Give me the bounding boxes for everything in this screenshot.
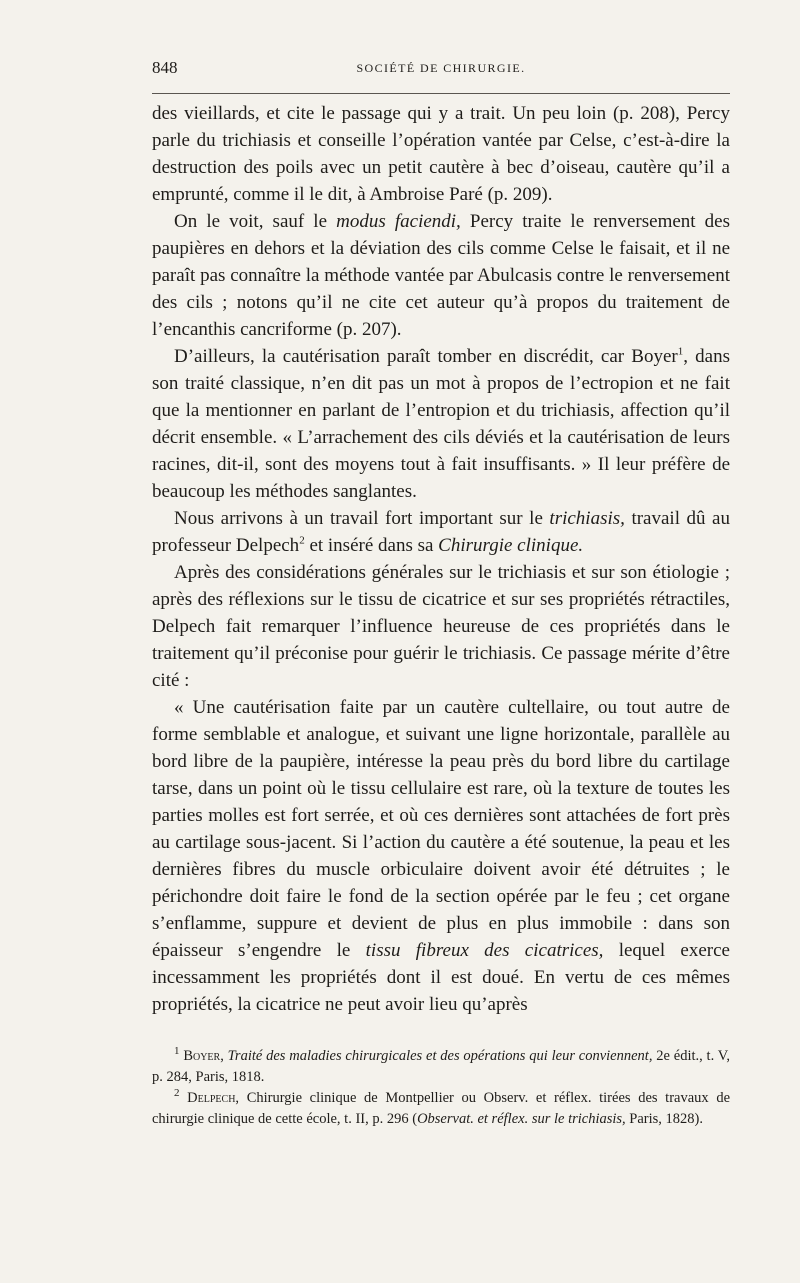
text-run: lequel exerce incessamment les propriétés dont il est doué. En vertu de ces mêmes propriétés, la cicatrice ne peut avoir lieu qu’après (152, 940, 730, 1015)
text-run: des vieillards, et cite le passage qui y a trait. Un peu loin (p. 208), Percy parle du trichiasis et conseille l’opération vantée par Celse, c’est-à-dire la destruction des poils avec un petit cautère à bec d’oiseau, cautère qu’il a emprunté, comme il le dit, à Ambroise Paré (p. 209). (152, 103, 730, 205)
paragraph (152, 694, 730, 1018)
text-run: Percy traite le renversement des paupières en dehors et la déviation des cils comme Celse le faisait, et il ne paraît pas connaître la méthode vantée par Abulcasis contre le renversement des cils ; notons qu’il ne cite cet auteur qu’à propos du traitement de l’encanthis cancriforme (p. 207). (152, 211, 730, 340)
text-run: , Chirurgie clinique de Montpellier ou Observ. et réflex. tirées des travaux de chirurgie clinique de cette école, t. II, p. 296 ( (152, 1090, 731, 1127)
paragraph (152, 559, 730, 694)
italic-text: Traité des maladies chirurgicales et des opérations qui leur conviennent, (227, 1048, 653, 1064)
text-run: Après des considérations générales sur le trichiasis et sur son étiologie ; après des réflexions sur le tissu de cicatrice et sur ses propriétés rétractiles, Delpech fait remarquer l’influence heureuse de ces propriétés dans le traitement qu’il préconise pour guérir le trichiasis. Ce passage mérite d’être cité : (152, 562, 730, 691)
text-run: et inséré dans sa (304, 535, 439, 556)
footnote-marker: 2 (174, 1087, 180, 1100)
text-run: , dans son traité classique, n’en dit pas un mot à propos de l’ectropion et ne fait que la mentionner en parlant de l’entropion et du trichiasis, affection qu’il décrit ensemble. « L’arrachement des cils déviés et la cautérisation de leurs racines, dit-il, sont des moyens tout à fait insuffisants. » Il leur préfère de beaucoup les méthodes sanglantes. (152, 346, 731, 502)
footnote-marker: 2 (299, 534, 305, 547)
footnote (152, 1046, 730, 1088)
text-run: On le voit, sauf le (174, 211, 337, 232)
page-number: 848 (152, 58, 178, 77)
text-run: 2e édit., t. V, p. 284, Paris, 1818. (152, 1048, 730, 1085)
body-text (152, 100, 730, 1018)
text-run: travail dû au professeur Delpech (152, 508, 730, 556)
italic-text: Chirurgie clinique. (438, 535, 584, 556)
italic-text: trichiasis, (549, 508, 625, 529)
footnote-marker: 1 (174, 1045, 180, 1058)
paragraph (152, 505, 730, 559)
italic-text: Observat. et réflex. sur le trichiasis, (417, 1111, 626, 1127)
text-run: D’ailleurs, la cautérisation paraît tomber en discrédit, car Boyer (174, 346, 678, 367)
text-run: « Une cautérisation faite par un cautère cultellaire, ou tout autre de forme semblable et analogue, et suivant une ligne horizontale, parallèle au bord libre de la paupière, intéresse la peau près du bord libre du cartilage tarse, dans un point où le tissu cellulaire est rare, où la texture de toutes les parties molles est fort serrée, et où ces dernières sont attachées de fort près au cartilage sous-jacent. Si l’action du cautère a été soutenue, la peau et les dernières fibres du muscle orbiculaire doivent avoir été détruites ; le périchondre doit faire le fond de la section opérée par le feu ; cet organe s’enflamme, suppure et devient de plus en plus immobile : dans son épaisseur s’engendre le (152, 697, 730, 961)
paragraph (152, 100, 730, 208)
paragraph (152, 343, 730, 505)
italic-text: modus faciendi, (336, 211, 461, 232)
running-title: SOCIÉTÉ DE CHIRURGIE. (356, 61, 526, 75)
footnotes (152, 1046, 730, 1130)
page-header (152, 58, 730, 84)
author-name: Delpech (187, 1090, 236, 1106)
footnote (152, 1088, 730, 1130)
text-run: Paris, 1828). (625, 1111, 704, 1127)
header-rule (152, 93, 730, 94)
text-run: Nous arrivons à un travail fort important sur le (174, 508, 550, 529)
author-name: Boyer (183, 1048, 221, 1064)
footnote-marker: 1 (677, 345, 684, 358)
text-run: , (220, 1048, 228, 1064)
italic-text: tissu fibreux des cicatrices, (365, 940, 604, 961)
paragraph (152, 208, 730, 343)
